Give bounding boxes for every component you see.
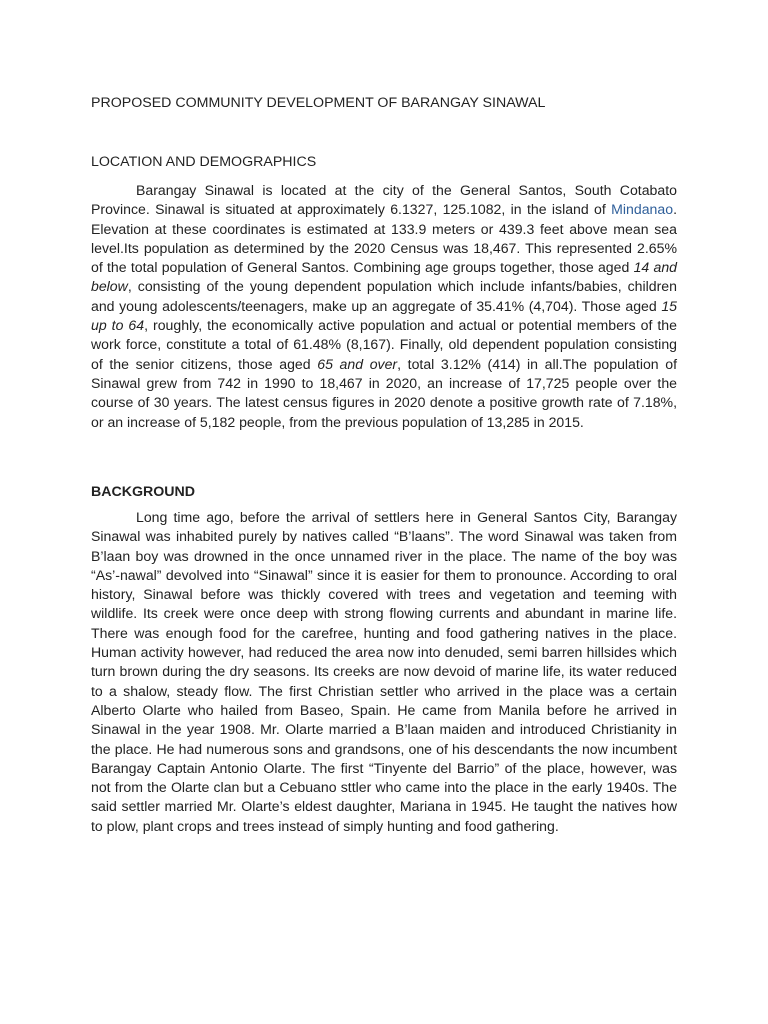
age-group-15-64: 15 up to 64 xyxy=(91,297,677,334)
age-group-14-below: 14 and below xyxy=(91,259,677,295)
paragraph-text: , total 3.12% (414) in all.The population of Sinawal grew from 742 in 1990 to 18,467 in 2020, an increase of 17,725 people over the course of 30 years. The latest census figures in 2020 denote a positive growth rate of 7.18%, or an increase of 5,182 people, from the previous population of 13,285 in 2015. xyxy=(91,355,678,430)
background-paragraph: Long time ago, before the arrival of settlers here in General Santos City, Barangay Sinawal was inhabited purely by natives called “B’laans”. The word Sinawal was taken from B’laan boy was drowned in the once unnamed river in the place. The name of the boy was “As’-nawal” devolved into “Sinawal” since it is easier for them to pronounce. According to oral history, Sinawal before was thickly covered with trees and vegetation and teeming with wildlife. Its creek were once deep with strong flowing currents and abundant in marine life. There was enough food for the carefree, hunting and food gathering natives in the place. Human activity however, had reduced the area now into denuded, semi barren hillsides which turn brown during the dry seasons. Its creeks are now devoid of marine life, its water reduced to a shalow, steady flow. The first Christian settler who arrived in the place was a certain Alberto Olarte who hailed from Baseo, Spain. He came from Manila before he arrived in Sinawal in the year 1908. Mr. Olarte married a B’laan maiden and introduced Christianity in the place. He had numerous sons and grandsons, one of his descendants the now incumbent Barangay Captain Antonio Olarte. The first “Tinyente del Barrio” of the place, however, was not from the Olarte clan but a Cebuano sttler who came into the place in the early 1940s. The said settler married Mr. Olarte’s eldest daughter, Mariana in 1945. He taught the natives how to plow, plant crops and trees instead of simply hunting and food gathering. xyxy=(91,509,677,834)
document-title: PROPOSED COMMUNITY DEVELOPMENT OF BARANGAY SINAWAL xyxy=(91,95,546,111)
paragraph-text: , consisting of the young dependent population which include infants/babies, children and young adolescents/teenagers, make up an aggregate of 35.41% (4,704). Those aged xyxy=(91,278,677,314)
section-heading-background: BACKGROUND xyxy=(91,484,196,500)
age-group-65-over: 65 and over xyxy=(317,355,398,372)
location-demographics-paragraph xyxy=(91,181,677,432)
paragraph-text: , roughly, the economically active population and actual or potential members of the work force, constitute a total of 61.48% (8,167). Finally, old dependent population consisting of the senior citizens, those aged xyxy=(91,317,677,372)
paragraph-text: . Elevation at these coordinates is estimated at 133.9 meters or 439.3 feet above mean sea level.Its population as determined by the 2020 Census was 18,467. This represented 2.65% of the total population of General Santos. Combining age groups together, those aged xyxy=(91,201,677,276)
section-heading-location-demographics: LOCATION AND DEMOGRAPHICS xyxy=(91,154,317,170)
paragraph-text: Barangay Sinawal is located at the city of the General Santos, South Cotabato Province. Sinawal is situated at approximately 6.1327, 125.1082, in the island of xyxy=(91,182,677,218)
mindanao-link[interactable]: Mindanao xyxy=(611,201,674,218)
